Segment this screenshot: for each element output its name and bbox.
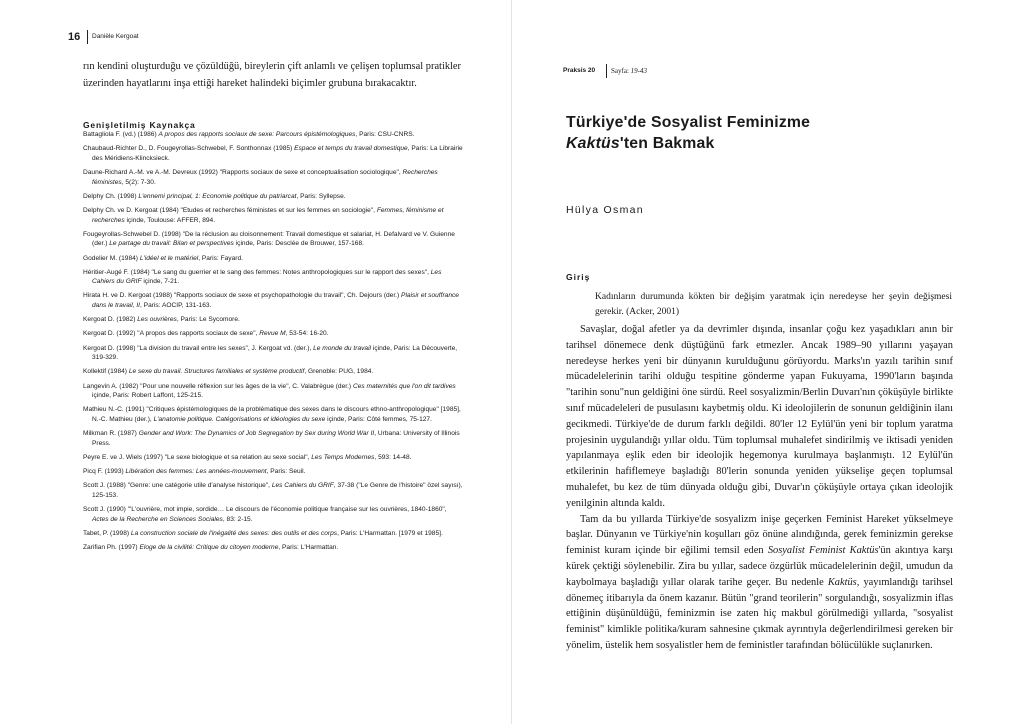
reference-title: Actes de la Recherche en Sciences Sociales [92, 515, 223, 523]
epigraph: Kadınların durumunda kökten bir değişim yaratmak için neredeyse her şeyin değişmesi gerekir. (Acker, 2001) [595, 292, 952, 318]
reference-title: Espace et temps du travail domestique [294, 145, 408, 153]
reference-details: , Paris: Fayard. [198, 254, 243, 262]
reference-details: , Paris: La Librairie des Méridiens-Klincksieck. [92, 145, 463, 162]
reference-title: Le partage du travail: Bilan et perspectives [109, 240, 234, 248]
reference-authors: Kergoat D. (1982) [83, 316, 138, 324]
p2-part-a: Tam da bu yıllarda Türkiye'de sosyalizm inişe geçerken Feminist Hareket yükselmeye başlar. Dünyanın ve Türkiye'nin koşulları göz önüne alındığında, gerek feminizmin gerekse feminist kuram içinde bir eğilimi temsil eden [566, 513, 953, 557]
reference-title: Recherches féministes [92, 168, 438, 186]
reference-authors: Delphy Ch. ve D. Kergoat (1984) "Etudes et recherches féministes et sur les femmes en sociologie", [83, 206, 377, 214]
section-heading: Giriş [566, 272, 591, 282]
reference-authors: Zarifian Ph. (1997) [83, 544, 140, 552]
reference-title: Libération des femmes: Les années-mouvement [125, 468, 267, 476]
reference-authors: Hirata H. ve D. Kergoat (1988) "Rapports sociaux de sexe et psychopathologie du travail", Ch. Dejours (der.) [83, 292, 402, 300]
reference-details: , Paris: CSU-CNRS. [355, 131, 415, 138]
reference-title: Le monde du travail [313, 344, 372, 352]
header-divider [87, 30, 88, 44]
reference-title: L'anatomie politique. Catégorisations et idéologies du sexe [153, 415, 326, 423]
reference-item [83, 529, 463, 539]
reference-authors: Chaubaud-Richter D., D. Fougeyrollas-Schwebel, F. Sonthonnax (1985) [83, 145, 295, 153]
p2-part-c: yayımlandığı tarihsel dönemeç itibarıyla da önem kazanır. Bütün "grand teorilerin" sorgulandığı, sosyalizmin iflas ettiğinin düşünüldüğü, feminizmin ise zaten hiç makbul görülmediği yıllarda, "sosyalist feminist" kimlikle politika/kuram sahnesine çıkmak ayrıntıyla değerlendirilmesi gereken bir yönelim, üstelik hem sosyalistler hem de feministler tarafından bölücülükle suçlanırken. [566, 576, 953, 651]
article-title [566, 112, 810, 154]
p2-part-b: 'ün akıntıya karşı kürek çektiği söylenebilir. Zira bu yıllar, sadece özgürlük mücadelelerinin değil, umudun da kaybolmaya başladığı yıllar olarak tarihe geçer. Bu nedenle [566, 545, 953, 588]
reference-details: , 37-38 ("Le Genre de l'histoire" özel sayısı), 125-153. [92, 482, 463, 499]
reference-title: Ces maternités que l'on dit tardives [352, 382, 456, 390]
reference-item [83, 382, 463, 401]
reference-details: içinde, Paris: La Découverte, 319-329. [92, 344, 458, 362]
reference-item [83, 505, 463, 524]
reference-authors: Kollektif (1984) [83, 368, 129, 376]
reference-item [83, 230, 463, 249]
reference-item [83, 467, 463, 477]
article-body [566, 322, 953, 654]
reference-item [83, 481, 463, 500]
running-author: Danièle Kergoat [92, 33, 139, 40]
reference-details: , Paris: AOCIP, 131-163. [140, 302, 212, 310]
reference-item [83, 405, 463, 424]
reference-title: Plaisir et souffrance dans le travail, II [92, 292, 459, 310]
reference-title: A propos des rapports sociaux de sexe: Parcours épistémologiques [158, 131, 356, 138]
header-divider [606, 64, 607, 78]
page-range-value: 19-43 [630, 67, 647, 75]
reference-details: , 53-54: 16-20. [285, 330, 329, 338]
reference-details: , Paris: L'Harmattan. [278, 544, 339, 552]
reference-item [83, 130, 463, 140]
reference-title: Le sexe du travail. Structures familiales et système productif [128, 368, 305, 376]
reference-title: Les Cahiers du GRIF [271, 482, 334, 490]
reference-title: L'idéel et le matériel [139, 254, 199, 262]
reference-title: Gender and Work: The Dynamics of Job Segregation by Sex during World War II [138, 430, 375, 438]
reference-title: Les Temps Modernes [311, 453, 375, 461]
title-line-2-rest: 'ten Bakmak [619, 135, 715, 152]
reference-item [83, 206, 463, 225]
reference-title: Femmes, féminisme et recherches [92, 206, 444, 224]
reference-authors: Kergoat D. (1998) "La division du travail entre les sexes", J. Kergoat vd. (der.), [83, 344, 314, 352]
reference-details: , 593: 14-48. [374, 453, 412, 461]
reference-details: , Paris: Syllepse. [296, 192, 346, 200]
continuation-paragraph: rın kendini oluşturduğu ve çözüldüğü, bireylerin çift anlamlı ve çelişen toplumsal pratikler üzerinden hayatlarını inşa ettiği hareket halindeki biçimler grubuna bırakacaktır. [83, 61, 461, 90]
references-list [83, 130, 463, 557]
reference-authors: Daune-Richard A.-M. ve A.-M. Devreux (1992) "Rapports sociaux de sexe et conceptualisation sociologique", [83, 168, 403, 176]
reference-details: , 5(2): 7-30. [121, 178, 156, 186]
references-heading: Genişletilmiş Kaynakça [83, 120, 196, 130]
reference-authors: Milkman R. (1987) [83, 430, 139, 438]
title-line-1: Türkiye'de Sosyalist Feminizme [566, 114, 811, 131]
right-page [512, 0, 1024, 724]
reference-authors: Picq F. (1993) [83, 468, 126, 476]
page-range [611, 65, 647, 77]
reference-details: , Grenoble: PUG, 1984. [304, 368, 374, 376]
p2-italic-1: Sosyalist Feminist Kaktüs [767, 545, 879, 557]
reference-details: , Paris: L'Harmattan. [1979 et 1985]. [337, 529, 443, 537]
reference-title: L'ennemi principal, 1: Economie politique du patriarcat [138, 192, 297, 200]
reference-title: La construction sociale de l'inégalité des sexes: des outils et des corps [130, 529, 338, 537]
body-paragraph-1: Savaşlar, doğal afetler ya da devrimler dışında, insanlar çoğu kez yaşadıkları anın bir tarihsel dönemece denk düştüğünü fark etmezler. Ancak 1989–90 yıllarını yaşayan neredeyse herkes yeni bir dünyanın kurulduğunu görüyordu. Marks'ın yazılı tarihin sınıf mücadelelerinin tarihi olduğu tespitine gönderme yapan Fukuyama, 1990'ların başında "tarihin sonu"nun geldiğini öne sürdü. Reel sosyalizmin/Berlin Duvarı'nın çöküşüyle birlikte sınıf mücadeleleri de pusulasını kaybetmiş oldu. Ki ideolojilerin de sonunun geldiğinin ilanı gecikmedi. Türkiye'de de durum farklı değildi. 80'ler 12 Eylül'ün yeni bir toplum yaratma projesinin uygulandığı yıllar oldu. Tüm toplumsal muhalefet sindirilmiş ve iktisadi yeniden yapılanmaya eşlik eden bir ideolojik hegemonya kurulmaya başlanmıştı. 12 Eylül'ün etkilerinin hafiflemeye başladığı 80'lerin sonunda yeniden yükselişe geçen toplumsal muhalefet, bu kez de tüm dünyada olduğu gibi, Duvar'ın çöküşüyle ortaya çıkan ideolojik yenilginin altında kaldı. [566, 324, 953, 509]
reference-authors: Scott J. (1988) "Genre: une catégorie utile d'analyse historique", [83, 482, 272, 490]
reference-authors: Godelier M. (1984) [83, 254, 140, 262]
reference-title: Eloge de la civilité: Critique du citoyen moderne [139, 544, 279, 552]
page-range-label: Sayfa: [611, 67, 629, 75]
reference-item [83, 254, 463, 264]
p2-italic-2: Kaktüs, [827, 576, 860, 588]
body-paragraph-2 [566, 512, 953, 654]
reference-authors: Peyre E. ve J. Wiels (1997) "Le sexe biologique et sa relation au sexe social", [83, 453, 312, 461]
reference-details: , 83: 2-15. [222, 515, 253, 523]
reference-item [83, 367, 463, 377]
reference-authors: Delphy Ch. (1998) [83, 192, 139, 200]
reference-title: Revue M [259, 330, 286, 338]
reference-authors: Scott J. (1990) "'L'ouvrière, mot impie, sordide… Le discours de l'économie politique française sur les ouvrières, 1840-1860", [83, 506, 447, 514]
reference-details: , Paris: Le Sycomore. [176, 316, 240, 324]
journal-name: Praksis 20 [563, 67, 596, 74]
reference-title: Les Cahiers du GRIF [92, 268, 442, 286]
reference-authors: Mathieu N.-C. (1991) "Critiques épistémologiques de la problématique des sexes dans le discours ethno-anthropologique" [1985], N.-C. Mathieu (der.), [83, 406, 461, 423]
reference-details: , Urbana: University of Illinois Press. [92, 430, 460, 447]
reference-authors: Héritier-Augé F. (1984) "Le sang du guerrier et le sang des femmes: Notes anthropologiques sur le rapport des sexes", [83, 268, 431, 276]
reference-item [83, 344, 463, 363]
reference-authors: Tabet, P. (1998) [83, 529, 131, 537]
reference-authors: Langevin A. (1982) "Pour une nouvelle réflexion sur les âges de la vie", C. Valabrègue (der.) [83, 382, 353, 390]
title-line-2 [566, 133, 810, 154]
reference-authors: Kergoat D. (1992) "A propos des rapports sociaux de sexe", [83, 330, 260, 338]
title-italic-word: Kaktüs [566, 135, 620, 152]
reference-item [83, 429, 463, 448]
page-number: 16 [68, 31, 81, 43]
article-author: Hülya Osman [566, 204, 644, 216]
reference-item [83, 192, 463, 202]
reference-authors: Battagliola F. (vd.) (1986) [83, 131, 159, 138]
reference-details: içinde, Paris: Robert Laffont, 125-215. [92, 392, 203, 400]
reference-item [83, 168, 463, 187]
reference-details: içinde, Paris: Desclée de Brouwer, 157-168. [233, 240, 364, 248]
reference-details: içinde, Toulouse: AFFER, 894. [124, 216, 216, 224]
reference-item [83, 291, 463, 310]
reference-details: , Paris: Seuil. [266, 468, 306, 476]
reference-item [83, 543, 463, 553]
reference-item [83, 453, 463, 463]
reference-item [83, 329, 463, 339]
reference-item [83, 144, 463, 163]
reference-details: içinde, Paris: Côté femmes, 75-127. [325, 415, 432, 423]
reference-item [83, 268, 463, 287]
reference-details: içinde, 7-21. [141, 278, 180, 286]
reference-authors: Fougeyrollas-Schwebel D. (1998) "De la réclusion au cloisonnement: Travail domestique et salariat, H. Defalvard ve V. Guienne (der.) [83, 230, 455, 248]
reference-item [83, 315, 463, 325]
reference-title: Les ouvrières [137, 316, 177, 324]
